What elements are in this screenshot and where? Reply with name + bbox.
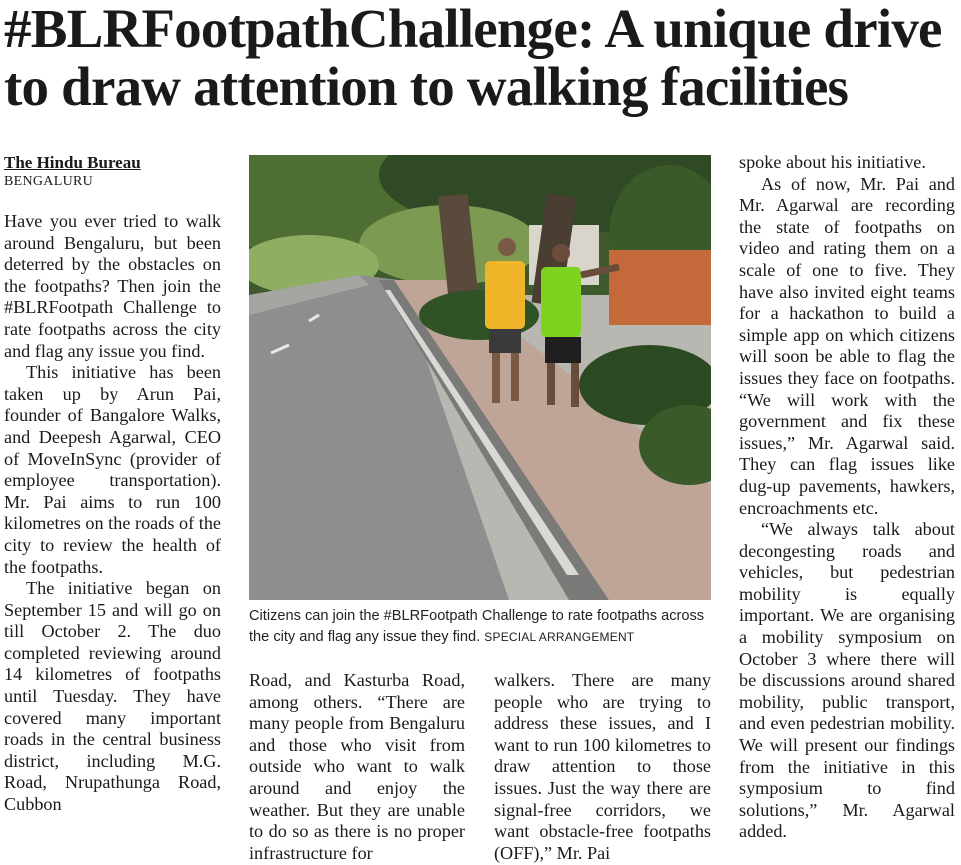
headline-line-2: to draw attention to walking facilities <box>4 56 849 117</box>
paragraph: spoke about his initiative. <box>739 152 926 172</box>
headline <box>4 0 954 116</box>
caption-text: Citizens can join the #BLRFootpath Challenge to rate footpaths across the city and flag any issue they find. <box>249 608 705 645</box>
paragraph: The initiative began on September 15 and will go on till October 2. The duo completed reviewing around 14 kilometres of footpaths until Tuesday. They have covered many important roads in the central business district, including M.G. Road, Nrupathunga Road, Cubbon <box>4 578 221 815</box>
column-1 <box>4 153 221 816</box>
paragraph: walkers. There are many people who are trying to address these issues, and I want to run 100 kilometres to draw attention to those issues. Just the way there are signal-free corridors, we want obstacle-free footpaths (OFF),” Mr. Pai <box>494 670 711 863</box>
column-3 <box>494 670 711 864</box>
byline-author: The Hindu Bureau <box>4 153 141 172</box>
headline-line-1: #BLRFootpathChallenge: A unique drive <box>4 0 942 59</box>
paragraph: “We always talk about decongesting roads and vehicles, but pedestrian mobility is equally important. We are organising a mobility symposium on October 3 where there will be discussions around shared mobility, public transport, and even pedestrian mobility. We will present our findings from the initiative in this symposium to find solutions,” Mr. Agarwal added. <box>739 519 955 842</box>
paragraph: Road, and Kasturba Road, among others. “There are many people from Bengaluru and those who visit from outside who want to walk around and enjoy the weather. But they are unable to do so as there is no proper infrastructure for <box>249 670 465 863</box>
paragraph: As of now, Mr. Pai and Mr. Agarwal are recording the state of footpaths on video and rating them on a scale of one to five. They have also invited eight teams for a hackathon to build a simple app on which citizens will soon be able to flag the issues they face on footpaths. “We will work with the government and fix these issues,” Mr. Agarwal said. They can flag issues like dug-up pavements, hawkers, encroachments etc. <box>739 173 955 518</box>
photo-illustration <box>249 155 711 600</box>
paragraph: This initiative has been taken up by Arun Pai, founder of Bangalore Walks, and Deepesh Agarwal, CEO of MoveInSync (provider of employee transportation). Mr. Pai aims to run 100 kilometres on the roads of the city to review the health of the footpaths. <box>4 362 221 577</box>
column-4 <box>739 152 955 843</box>
photo-credit: SPECIAL ARRANGEMENT <box>484 630 635 644</box>
photo-caption <box>249 606 719 648</box>
paragraph: Have you ever tried to walk around Bengaluru, but been deterred by the obstacles on the footpaths? Then join the #BLRFootpath Challenge to rate footpaths across the city and flag any issue you find. <box>4 211 221 361</box>
dateline: BENGALURU <box>4 174 94 189</box>
column-2 <box>249 670 465 864</box>
article-photo <box>249 155 711 600</box>
